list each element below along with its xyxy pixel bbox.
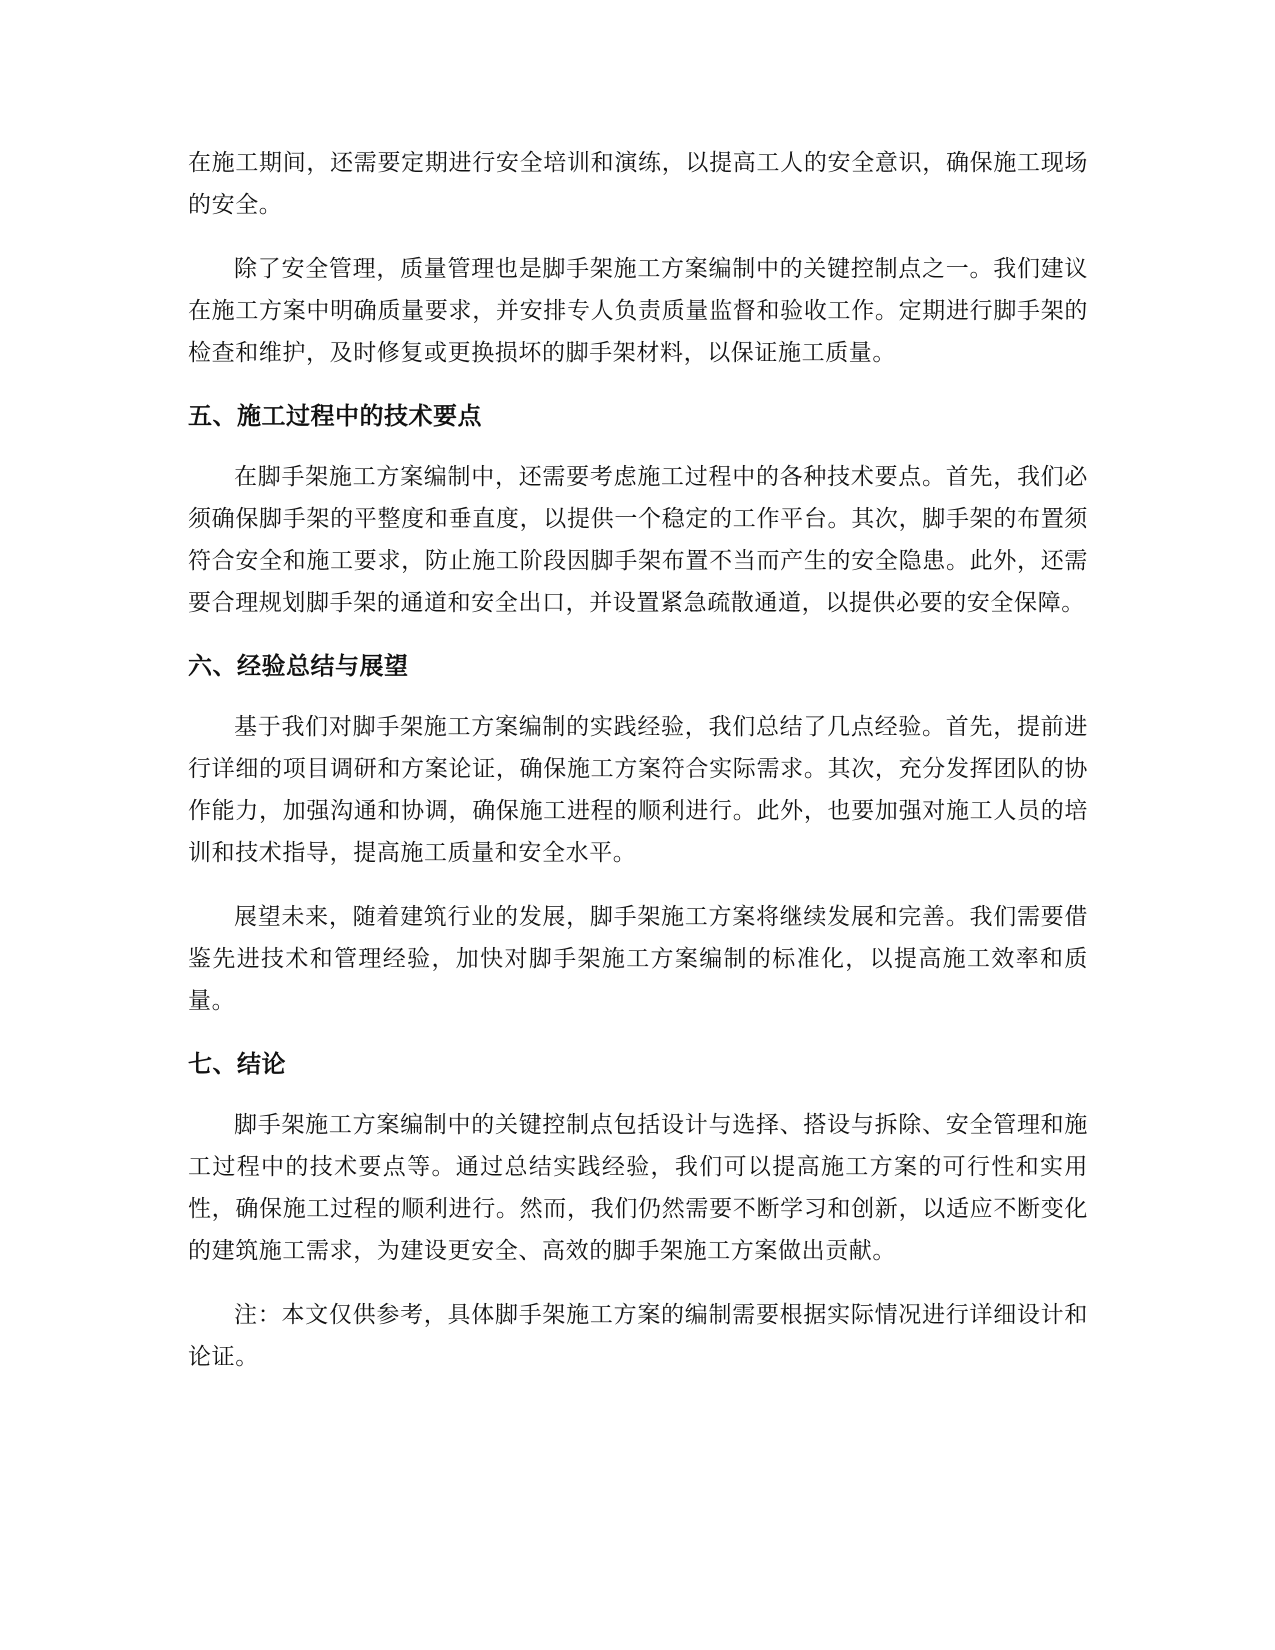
document-body [188, 142, 1088, 1400]
section-heading-technical-points: 五、施工过程中的技术要点 [188, 402, 482, 430]
paragraph-safety-training: 在施工期间，还需要定期进行安全培训和演练，以提高工人的安全意识，确保施工现场的安全。 [188, 150, 1088, 218]
section-heading-conclusion: 七、结论 [188, 1050, 286, 1078]
paragraph-outlook: 展望未来，随着建筑行业的发展，脚手架施工方案将继续发展和完善。我们需要借鉴先进技术和管理经验，加快对脚手架施工方案编制的标准化，以提高施工效率和质量。 [188, 904, 1088, 1014]
section-heading-experience: 六、经验总结与展望 [188, 652, 409, 680]
paragraph-conclusion: 脚手架施工方案编制中的关键控制点包括设计与选择、搭设与拆除、安全管理和施工过程中的技术要点等。通过总结实践经验，我们可以提高施工方案的可行性和实用性，确保施工过程的顺利进行。然而，我们仍然需要不断学习和创新，以适应不断变化的建筑施工需求，为建设更安全、高效的脚手架施工方案做出贡献。 [188, 1112, 1088, 1264]
paragraph-technical-points: 在脚手架施工方案编制中，还需要考虑施工过程中的各种技术要点。首先，我们必须确保脚手架的平整度和垂直度，以提供一个稳定的工作平台。其次，脚手架的布置须符合安全和施工要求，防止施工阶段因脚手架布置不当而产生的安全隐患。此外，还需要合理规划脚手架的通道和安全出口，并设置紧急疏散通道，以提供必要的安全保障。 [188, 464, 1088, 616]
paragraph-quality-management: 除了安全管理，质量管理也是脚手架施工方案编制中的关键控制点之一。我们建议在施工方案中明确质量要求，并安排专人负责质量监督和验收工作。定期进行脚手架的检查和维护，及时修复或更换损坏的脚手架材料，以保证施工质量。 [188, 256, 1088, 366]
paragraph-note: 注：本文仅供参考，具体脚手架施工方案的编制需要根据实际情况进行详细设计和论证。 [188, 1302, 1088, 1370]
paragraph-experience: 基于我们对脚手架施工方案编制的实践经验，我们总结了几点经验。首先，提前进行详细的项目调研和方案论证，确保施工方案符合实际需求。其次，充分发挥团队的协作能力，加强沟通和协调，确保施工进程的顺利进行。此外，也要加强对施工人员的培训和技术指导，提高施工质量和安全水平。 [188, 714, 1088, 866]
